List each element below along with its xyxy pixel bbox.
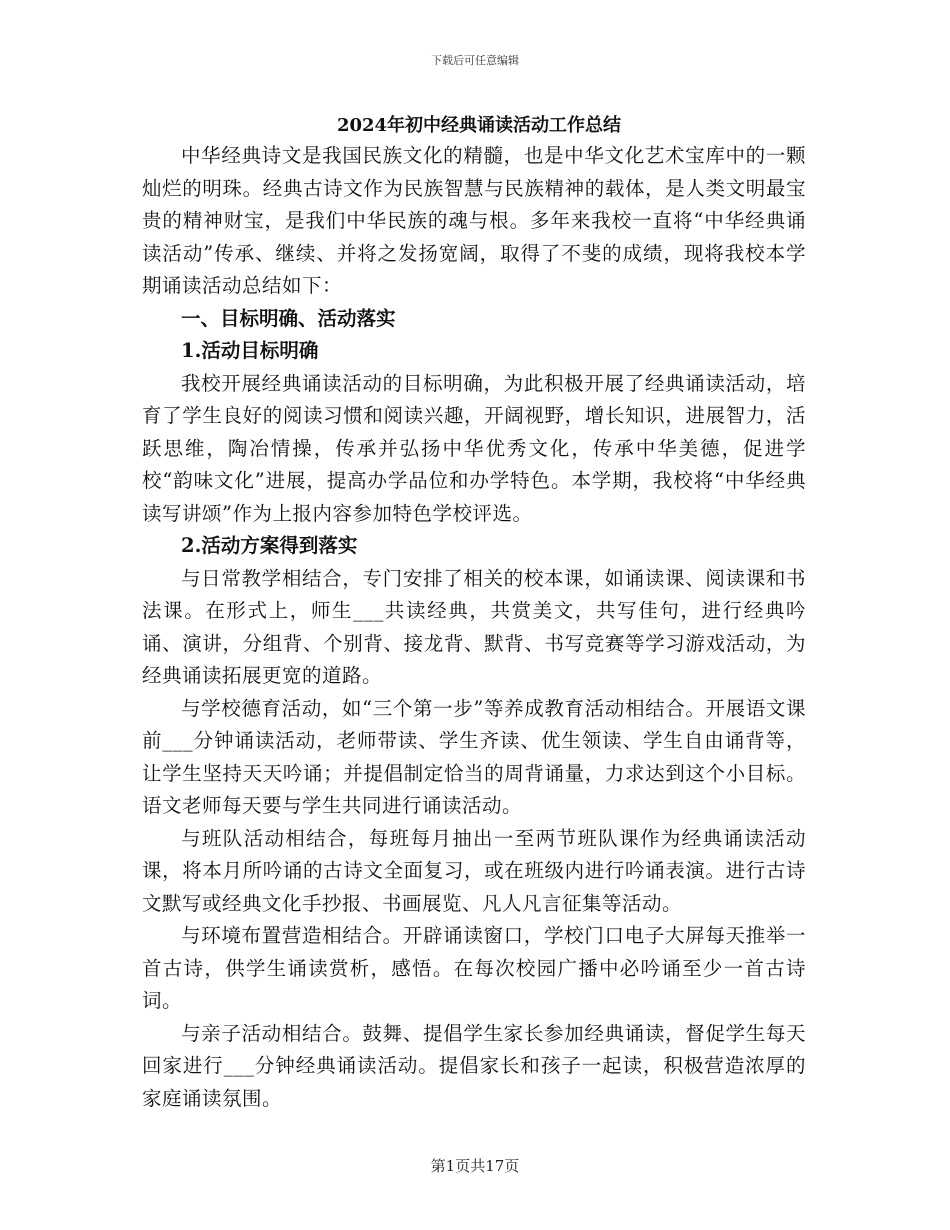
document-title: 2024年初中经典诵读活动工作总结 (336, 115, 622, 136)
class-activity-paragraph: 与班队活动相结合，每班每月抽出一至两节班队课作为经典诵读活动课，将本月所吟诵的古诗文全面复习，或在班级内进行吟诵表演。进行古诗文默写或经典文化手抄报、书画展览、凡人凡言征集等活动。 (142, 826, 806, 915)
document-body (142, 112, 806, 1115)
parent-child-paragraph: 与亲子活动相结合。鼓舞、提倡学生家长参加经典诵读，督促学生每天回家进行___分钟经典诵读活动。提倡家长和孩子一起读，积极营造浓厚的家庭诵读氛围。 (142, 1021, 806, 1110)
environment-paragraph: 与环境布置营造相结合。开辟诵读窗口，学校门口电子大屏每天推举一首古诗，供学生诵读赏析，感悟。在每次校园广播中必吟诵至少一首古诗词。 (142, 924, 806, 1012)
subsection-1-paragraph: 我校开展经典诵读活动的目标明确，为此积极开展了经典诵读活动，培育了学生良好的阅读习惯和阅读兴趣，开阔视野，增长知识，进展智力，活跃思维，陶冶情操，传承并弘扬中华优秀文化，传承中华美德，促进学校“韵味文化”进展，提高办学品位和办学特色。本学期，我校将“中华经典读写讲颂”作为上报内容参加特色学校评选。 (142, 371, 806, 525)
intro-paragraph: 中华经典诗文是我国民族文化的精髓，也是中华文化艺术宝库中的一颗灿烂的明珠。经典古诗文作为民族智慧与民族精神的载体，是人类文明最宝贵的精神财宝，是我们中华民族的魂与根。多年来我校一直将“中华经典诵读活动”传承、继续、并将之发扬宽阔，取得了不斐的成绩，现将我校本学期诵读活动总结如下： (142, 144, 806, 297)
subsection-heading-1: 1.活动目标明确 (181, 339, 319, 362)
moral-education-paragraph: 与学校德育活动，如“三个第一步”等养成教育活动相结合。开展语文课前___分钟诵读活动，老师带读、学生齐读、优生领读、学生自由诵背等，让学生坚持天天吟诵；并提倡制定恰当的周背诵量，力求达到这个小目标。语文老师每天要与学生共同进行诵读活动。 (142, 696, 806, 817)
header-note: 下载后可任意编辑 (431, 54, 519, 67)
daily-teaching-paragraph: 与日常教学相结合，专门安排了相关的校本课，如诵读课、阅读课和书法课。在形式上，师生___共读经典，共赏美文，共写佳句，进行经典吟诵、演讲，分组背、个别背、接龙背、默背、书写竞赛等学习游戏活动，为经典诵读拓展更宽的道路。 (142, 566, 806, 687)
subsection-heading-2: 2.活动方案得到落实 (181, 534, 358, 557)
section-heading-1: 一、目标明确、活动落实 (181, 306, 396, 330)
page-footer: 第1页共17页 (430, 1157, 520, 1175)
